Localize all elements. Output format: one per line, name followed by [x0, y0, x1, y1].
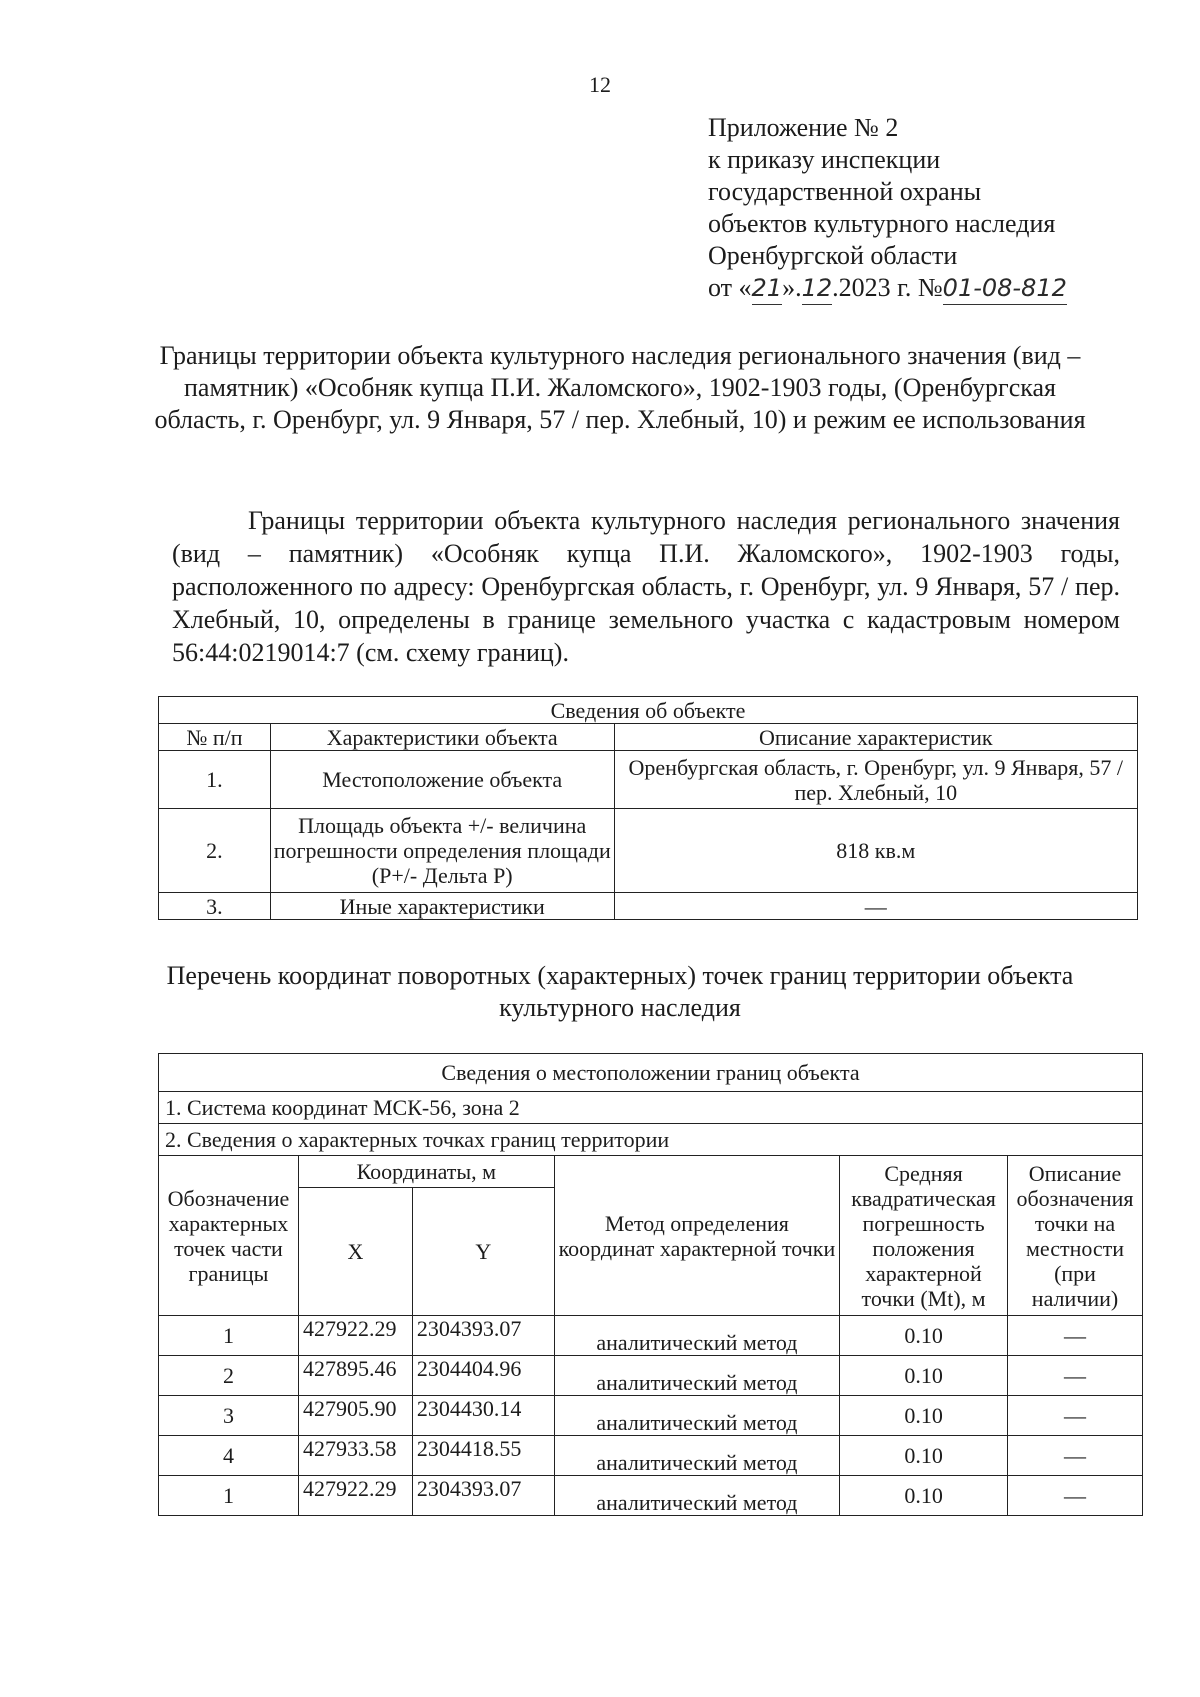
- row-description: —: [614, 893, 1137, 920]
- appendix-line: к приказу инспекции: [708, 145, 941, 174]
- document-title: Границы территории объекта культурного наследия регионального значения (вид – памятник) «Особняк купца П.И. Жаломского», 1902-1903 годы, (Оренбургская область, г. Оренбург, ул. 9 Января, 57 / пер. Хлебный, 10) и режим ее использования: [154, 341, 1086, 434]
- row-description: 818 кв.м: [614, 809, 1137, 893]
- description-value: —: [1008, 1356, 1143, 1396]
- page-number: 12: [589, 72, 611, 97]
- y-value: 2304393.07: [412, 1476, 554, 1516]
- table-row: [159, 893, 1138, 920]
- appendix-line: Оренбургской области: [708, 241, 958, 270]
- method-value: аналитический метод: [554, 1356, 839, 1396]
- row-characteristic: Местоположение объекта: [270, 751, 614, 809]
- accuracy-value: 0.10: [840, 1436, 1008, 1476]
- header-accuracy: Средняя квадратическая погрешность положения характерной точки (Mt), м: [840, 1156, 1008, 1316]
- description-value: —: [1008, 1436, 1143, 1476]
- description-value: —: [1008, 1316, 1143, 1356]
- coordinate-system: 1. Система координат МСК-56, зона 2: [159, 1092, 1143, 1124]
- point-number: 1: [159, 1316, 299, 1356]
- coordinates-list-title: Перечень координат поворотных (характерных) точек границ территории объекта культурного наследия: [166, 961, 1074, 1022]
- header-x: X: [298, 1188, 412, 1316]
- description-value: —: [1008, 1476, 1143, 1516]
- x-value: 427922.29: [298, 1316, 412, 1356]
- header-method: Метод определения координат характерной точки: [554, 1156, 839, 1316]
- appendix-line: объектов культурного наследия: [708, 209, 1056, 238]
- accuracy-value: 0.10: [840, 1316, 1008, 1356]
- row-number: 1.: [159, 751, 271, 809]
- row-number: 2.: [159, 809, 271, 893]
- x-value: 427922.29: [298, 1476, 412, 1516]
- row-description: Оренбургская область, г. Оренбург, ул. 9 Января, 57 / пер. Хлебный, 10: [614, 751, 1137, 809]
- row-characteristic: Площадь объекта +/- величина погрешности определения площади (Р+/- Дельта Р): [270, 809, 614, 893]
- description-value: —: [1008, 1396, 1143, 1436]
- x-value: 427933.58: [298, 1436, 412, 1476]
- column-header: Характеристики объекта: [270, 724, 614, 751]
- method-value: аналитический метод: [554, 1476, 839, 1516]
- method-value: аналитический метод: [554, 1316, 839, 1356]
- y-value: 2304393.07: [412, 1316, 554, 1356]
- object-table-caption: Сведения об объекте: [159, 697, 1138, 724]
- accuracy-value: 0.10: [840, 1396, 1008, 1436]
- header-point-designation: Обозначение характерных точек части границы: [159, 1156, 299, 1316]
- intro-paragraph: Границы территории объекта культурного наследия регионального значения (вид – памятник) «Особняк купца П.И. Жаломского», 1902-1903 годы, расположенного по адресу: Оренбургская область, г. Оренбург, ул. 9 Января, 57 / пер. Хлебный, 10, определены в границе земельного участка с кадастровым номером 56:44:0219014:7 (см. схему границ).: [172, 506, 1120, 667]
- date-separator: ».: [782, 273, 802, 302]
- handwritten-order-number: 01-08-812: [943, 272, 1067, 305]
- row-number: 3.: [159, 893, 271, 920]
- point-number: 3: [159, 1396, 299, 1436]
- method-value: аналитический метод: [554, 1436, 839, 1476]
- date-prefix: от «: [708, 273, 752, 302]
- point-number: 1: [159, 1476, 299, 1516]
- appendix-line: Приложение № 2: [708, 113, 899, 142]
- table-row: [159, 751, 1138, 809]
- method-value: аналитический метод: [554, 1396, 839, 1436]
- y-value: 2304418.55: [412, 1436, 554, 1476]
- x-value: 427905.90: [298, 1396, 412, 1436]
- table-row: [159, 1436, 1143, 1476]
- appendix-line: государственной охраны: [708, 177, 982, 206]
- coordinates-table: [158, 1053, 1143, 1516]
- x-value: 427895.46: [298, 1356, 412, 1396]
- y-value: 2304404.96: [412, 1356, 554, 1396]
- accuracy-value: 0.10: [840, 1356, 1008, 1396]
- table-row: [159, 1476, 1143, 1516]
- y-value: 2304430.14: [412, 1396, 554, 1436]
- table-row: [159, 1356, 1143, 1396]
- points-caption: 2. Сведения о характерных точках границ территории: [159, 1124, 1143, 1156]
- header-y: Y: [412, 1188, 554, 1316]
- appendix-header: [708, 112, 1067, 305]
- header-coordinates: Координаты, м: [298, 1156, 554, 1188]
- column-header: № п/п: [159, 724, 271, 751]
- accuracy-value: 0.10: [840, 1476, 1008, 1516]
- date-year: .2023 г. №: [832, 273, 943, 302]
- table-row: [159, 1396, 1143, 1436]
- point-number: 4: [159, 1436, 299, 1476]
- table-row: [159, 1316, 1143, 1356]
- column-header: Описание характеристик: [614, 724, 1137, 751]
- row-characteristic: Иные характеристики: [270, 893, 614, 920]
- header-point-description: Описание обозначения точки на местности (при наличии): [1008, 1156, 1143, 1316]
- point-number: 2: [159, 1356, 299, 1396]
- handwritten-month: 12: [802, 272, 833, 305]
- appendix-date-line: [708, 272, 1067, 305]
- handwritten-day: 21: [752, 272, 783, 305]
- table-row: [159, 809, 1138, 893]
- coords-table-caption: Сведения о местоположении границ объекта: [159, 1054, 1143, 1092]
- object-info-table: [158, 696, 1138, 920]
